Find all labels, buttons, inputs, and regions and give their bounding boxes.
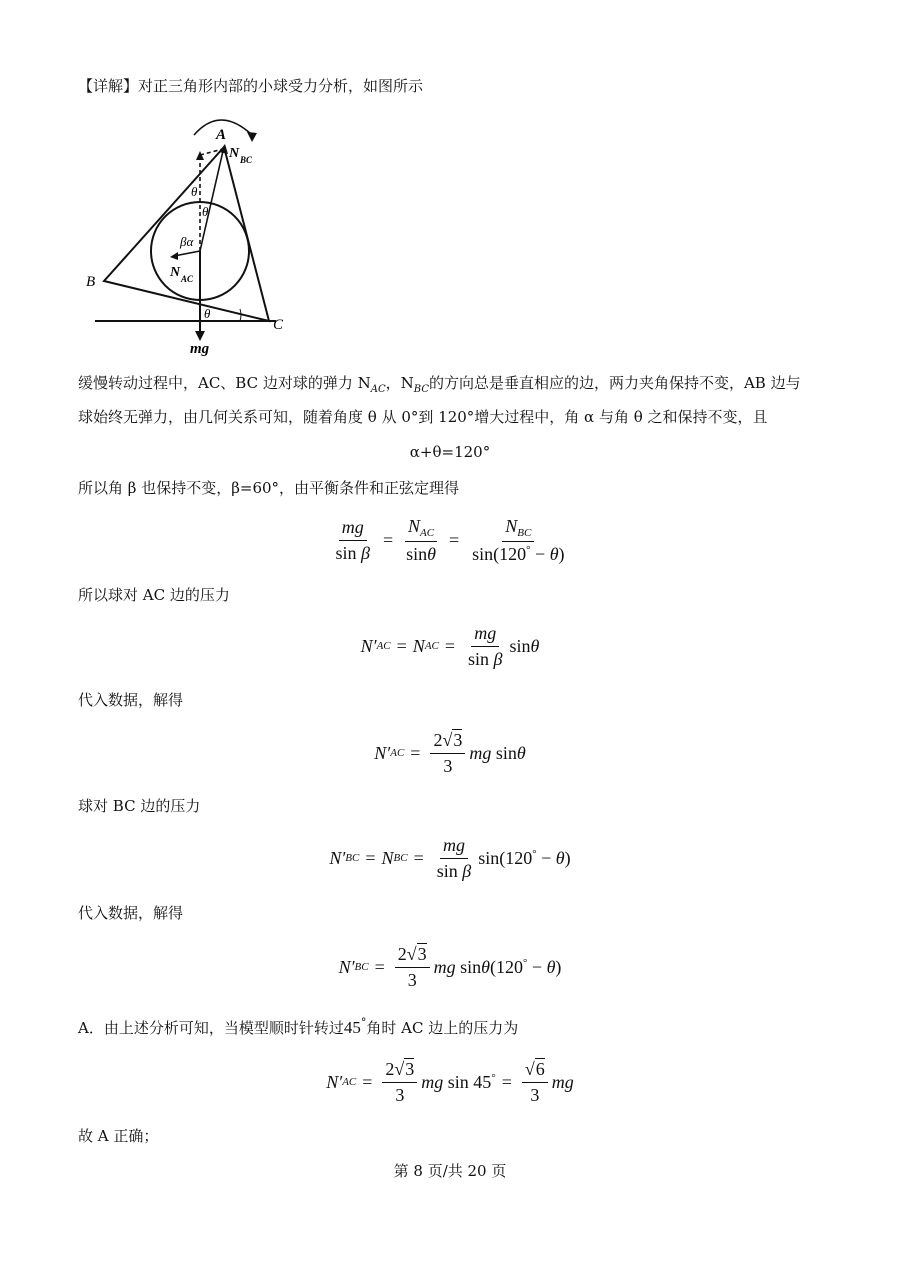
equation-nbc-2: N′ BC = $\frac{2√3}{3}$ mg sinθ(120° − θ) [338, 943, 562, 990]
detail-header [78, 76, 423, 96]
paragraph-4: 代入数据，解得 [78, 691, 184, 709]
paragraph-5: 球对 BC 边的压力 [78, 797, 201, 815]
paragraph-7: A．由上述分析可知，当模型顺时针转过45°角时 AC 边上的压力为 [78, 1016, 519, 1037]
label-a: A [216, 127, 227, 143]
paragraph-2: 所以角 β 也保持不变，β=60°，由平衡条件和正弦定理得 [78, 479, 460, 497]
paragraph-3: 所以球对 AC 边的压力 [78, 586, 230, 604]
paragraph-6: 代入数据，解得 [78, 904, 184, 922]
force-diagram [80, 105, 310, 360]
paragraph-1-line-1: 缓慢转动过程中，AC、BC 边对球的弹力 $N_{AC}$，$N_{BC}$的方向总是垂直相应的边，两力夹角保持不变，AB 边与 [78, 374, 801, 395]
page-footer: 第 8 页/共 20 页 [393, 1162, 507, 1180]
detail-intro-text: 对正三角形内部的小球受力分析，如图所示 [138, 77, 424, 95]
label-nbc-sub: BC [240, 155, 253, 165]
equation-nac-1: N′ AC = N AC = $\frac{mg}{\text{sin β}}$ sinθ [360, 622, 540, 669]
paragraph-1-line-2: 球始终无弹力，由几何关系可知，随着角度 θ 从 0°到 120°增大过程中，角 α 与角 θ 之和保持不变，且 [78, 408, 768, 426]
label-nac-sub: AC [181, 274, 194, 284]
equation-nac-2: N′ AC = $\frac{2√3}{3}$ mg sinθ [374, 729, 526, 776]
equation-nac-45: N′ AC = $\frac{2√3}{3}$ mg sin 45° = $\frac{√6}{3}$ mg [326, 1058, 574, 1105]
equation-nbc-1: N′ BC = N BC = $\frac{mg}{\text{sin β}}$ sin(120° − θ) [329, 834, 571, 881]
label-nac: N [170, 265, 181, 280]
nbc-arrow [200, 151, 223, 251]
label-theta-2: θ [202, 204, 209, 219]
label-mg: mg [190, 341, 210, 357]
conclusion-text: 故 A 正确； [78, 1127, 159, 1145]
label-theta-1: θ [191, 184, 198, 199]
label-nbc: N [229, 146, 240, 161]
detail-bracket-label: 【详解】 [78, 77, 139, 95]
label-beta-alpha: βα [180, 234, 194, 249]
equation-sine-law: $\frac{mg}{\text{sin β}}$ = $\frac{N_{AC}}{\sin\theta}$ = $\frac{N_{BC}}{\sin(120^\circ - \theta)}$ [335, 515, 565, 564]
label-b: B [86, 274, 96, 290]
label-theta-3: θ [204, 306, 211, 321]
equation-alpha-theta: α+θ=120° [409, 443, 491, 461]
label-c: C [273, 317, 284, 333]
